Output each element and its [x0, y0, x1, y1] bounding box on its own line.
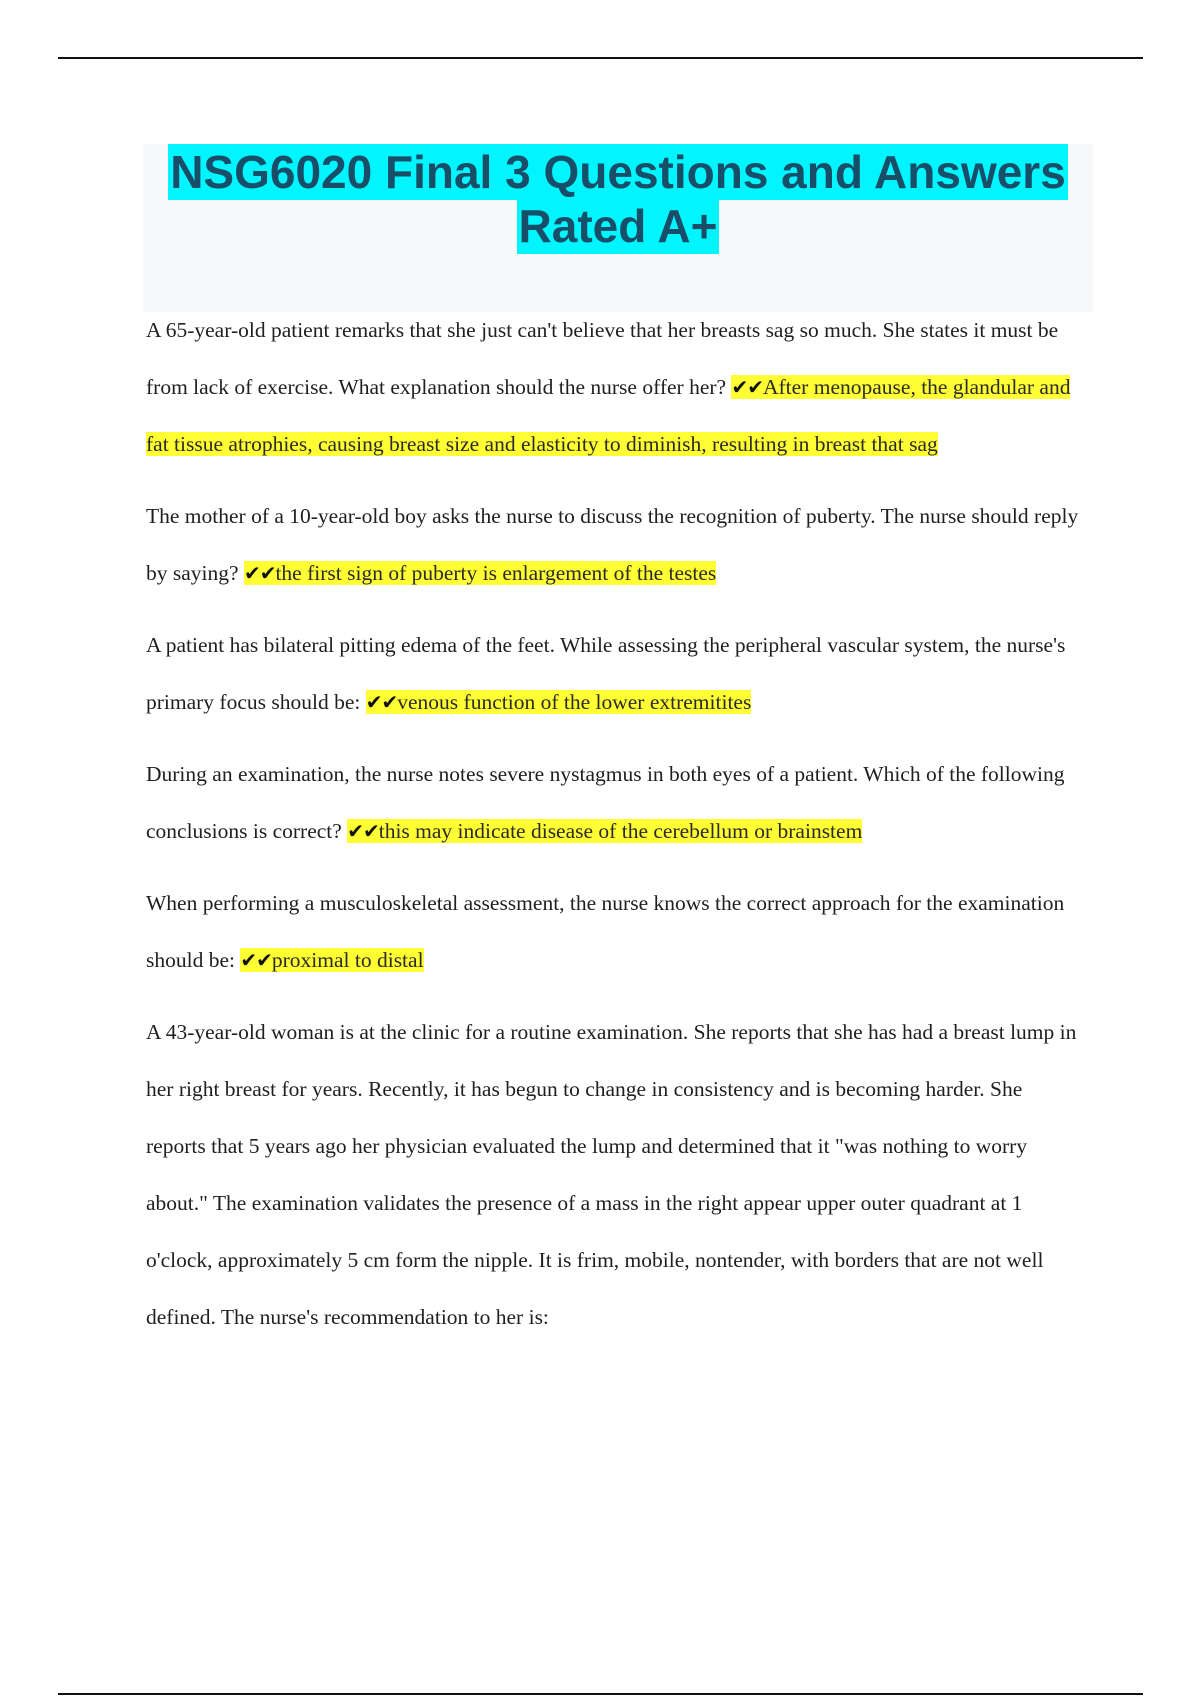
answer-highlight — [347, 819, 862, 843]
double-check-icon: ✔✔ — [731, 375, 763, 399]
document-title-line-2: Rated A+ — [518, 200, 718, 252]
qa-item-3 — [146, 617, 1081, 731]
double-check-icon: ✔✔ — [347, 819, 379, 843]
question-text: When performing a musculoskeletal assessment, the nurse knows the correct approach for the examination should be: — [146, 891, 1065, 972]
answer-text: this may indicate disease of the cerebellum or brainstem — [378, 819, 863, 843]
qa-item-2 — [146, 488, 1081, 602]
answer-text: After menopause, the glandular and fat tissue atrophies, causing breast size and elasticity to diminish, resulting in breast that sag — [146, 375, 1071, 456]
answer-highlight — [244, 561, 716, 585]
question-text: During an examination, the nurse notes severe nystagmus in both eyes of a patient. Which of the following conclusions is correct? — [146, 762, 1065, 843]
qa-content — [146, 302, 1081, 1361]
double-check-icon: ✔✔ — [240, 948, 272, 972]
answer-text: venous function of the lower extremitites — [397, 690, 752, 714]
answer-text: proximal to distal — [271, 948, 424, 972]
qa-item-4 — [146, 746, 1081, 860]
document-title-line-1: NSG6020 Final 3 Questions and Answers — [170, 146, 1066, 198]
qa-item-1 — [146, 302, 1081, 473]
double-check-icon: ✔✔ — [365, 690, 398, 714]
bottom-page-rule — [58, 1693, 1143, 1695]
answer-text: the first sign of puberty is enlargement of the testes — [275, 561, 717, 585]
question-text: A patient has bilateral pitting edema of the feet. While assessing the peripheral vascular system, the nurse's primary focus should be: — [146, 633, 1066, 714]
double-check-icon: ✔✔ — [243, 561, 276, 585]
answer-highlight — [366, 690, 752, 714]
question-text: The mother of a 10-year-old boy asks the nurse to discuss the recognition of puberty. The nurse should reply by saying? — [146, 504, 1079, 585]
answer-highlight — [240, 948, 423, 972]
top-page-rule — [58, 57, 1143, 59]
qa-item-5 — [146, 875, 1081, 989]
qa-item-6 — [146, 1004, 1081, 1346]
question-text: A 65-year-old patient remarks that she just can't believe that her breasts sag so much. She states it must be from lack of exercise. What explanation should the nurse offer her? — [146, 318, 1059, 399]
document-title-block — [143, 144, 1093, 312]
question-text: A 43-year-old woman is at the clinic for a routine examination. She reports that she has had a breast lump in her right breast for years. Recently, it has begun to change in consistency and is becoming harder. She reports that 5 years ago her physician evaluated the lump and determined that it "was nothing to worry about." The examination validates the presence of a mass in the right appear upper outer quadrant at 1 o'clock, approximately 5 cm form the nipple. It is frim, mobile, nontender, with borders that are not well defined. The nurse's recommendation to her is: — [146, 1020, 1077, 1329]
